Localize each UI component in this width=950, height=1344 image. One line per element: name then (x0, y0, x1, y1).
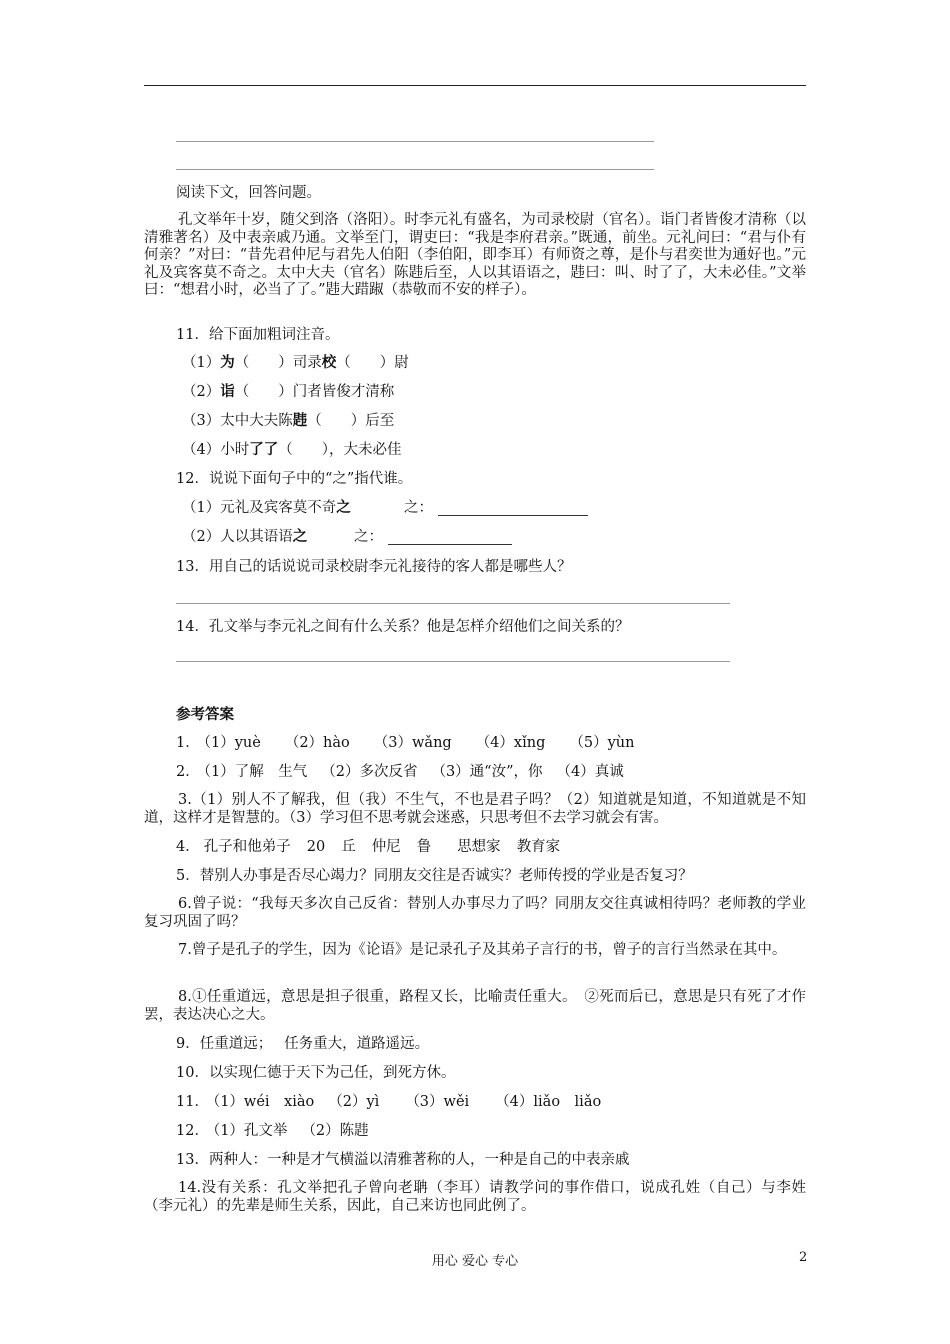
item-text: 人以其语语 (220, 529, 293, 545)
item-number: （1） (182, 355, 221, 371)
question-11-item-3 (182, 412, 394, 430)
answer-10: 10．以实现仁德于天下为己任，到死方休。 (176, 1065, 456, 1081)
answer-number: 11． (176, 1094, 209, 1110)
item-text: （ ）门者皆俊才清称 (234, 384, 395, 400)
item-text: （ ）后至 (307, 413, 395, 429)
fill-blank[interactable] (438, 515, 588, 516)
bold-word: 为 (220, 354, 235, 371)
answer-part: 鲁 (416, 839, 432, 855)
answer-part: 20 (306, 839, 326, 855)
bold-word: 校 (321, 354, 337, 371)
question-12-title: 12．说说下面句子中的“之”指代谁。 (176, 471, 413, 487)
item-text: （ ），大未必佳 (278, 442, 402, 458)
answer-number: 2． (176, 764, 200, 780)
page-number: 2 (799, 1250, 808, 1265)
answer-number: 12． (176, 1123, 209, 1139)
answer-part: （3）wǎng (373, 735, 452, 751)
answer-number: 4． (176, 839, 200, 855)
question-11-item-1 (182, 354, 409, 372)
item-text: （ ）司录 (234, 355, 322, 371)
answer-5: 5．替别人办事是否尽心竭力？同朋友交往是否诚实？老师传授的学业是否复习？ (176, 868, 693, 884)
answer-11 (176, 1093, 601, 1111)
answer-part: （1）了解 生气 (203, 764, 308, 780)
answer-part: 教育家 (516, 839, 561, 855)
answer-3: 3.（1）别人不了解我，但（我）不生气，不也是君子吗？（2）知道就是知道，不知道就是不知道，这样才是智慧的。（3）学习但不思考就会迷惑，只思考但不去学习就会有害。 (144, 792, 806, 826)
answer-part: 仲尼 (371, 839, 401, 855)
answer-9: 9．任重道远； 任务重大，道路遥远。 (176, 1036, 430, 1052)
question-13-title: 13．用自己的话说说司录校尉李元礼接待的客人都是哪些人？ (176, 559, 572, 575)
answer-part: （1）wéi xiào (212, 1094, 315, 1110)
answer-line (176, 141, 654, 142)
answer-part: （4）xǐng (475, 735, 546, 751)
question-11-title: 11．给下面加粗词注音。 (176, 327, 340, 343)
answer-1 (176, 734, 634, 752)
passage-text: 孔文举年十岁，随父到洛（洛阳）。时李元礼有盛名，为司录校尉（官名）。诣门者皆俊才清称（以清雅著名）及中表亲戚乃通。文举至门，谓吏曰：“我是李府君亲。”既通，前坐。元礼问曰：“君与仆有何亲？”对曰：“昔先君仲尼与君先人伯阳（李伯阳，即李耳）有师资之尊，是仆与君奕世为通好也。”元礼及宾客莫不奇之。太中大夫（官名）陈韪后至，人以其语语之，韪曰：叫、时了了，大未必佳。”文举曰：“想君小时，必当了了。”韪大踖踧（恭敬而不安的样子）。 (144, 212, 806, 298)
item-number: （1） (182, 500, 221, 516)
answer-line (176, 169, 654, 170)
answer-part: 思想家 (457, 839, 501, 855)
answer-8: 8.①任重道远，意思是担子很重，路程又长，比喻责任重大。 ②死而后已，意思是只有死了才作罢，表达决心之大。 (144, 989, 806, 1023)
answer-part: （5）yùn (569, 735, 635, 751)
answer-part: 丘 (341, 839, 356, 855)
bold-word: 之 (292, 528, 308, 545)
answer-part: （3）通“汝”，你 (431, 764, 543, 780)
item-text: 小时 (220, 442, 250, 458)
answer-part: （4）真诚 (556, 764, 624, 780)
bold-word: 诣 (220, 383, 235, 400)
answer-part: （2）陈韪 (301, 1123, 369, 1139)
answer-6: 6.曾子说：“我每天多次自己反省：替别人办事尽力了吗？同朋友交往真诚相待吗？老师教的学业复习巩固了吗？ (144, 896, 806, 930)
answer-part: （3）wěi (405, 1094, 470, 1110)
bold-word: 韪 (292, 412, 308, 429)
item-number: （2） (182, 529, 221, 545)
answer-line (176, 661, 730, 662)
item-number: （3） (182, 413, 221, 429)
answer-part: （1）yuè (203, 735, 261, 751)
answer-label: 之： (354, 529, 383, 545)
question-14-title: 14．孔文举与李元礼之间有什么关系？他是怎样介绍他们之间关系的？ (176, 619, 630, 635)
answer-13: 13．两种人：一种是才气横溢以清雅著称的人，一种是自己的中表亲戚 (176, 1152, 630, 1168)
answer-12 (176, 1122, 369, 1140)
item-text: 元礼及宾客莫不奇 (220, 500, 337, 516)
answer-part: （4）liǎo liǎo (495, 1094, 602, 1110)
header-rule (144, 85, 806, 86)
answer-part: （2）yì (328, 1094, 380, 1110)
answer-4 (176, 838, 560, 856)
question-11-item-4 (182, 441, 401, 459)
answers-heading: 参考答案 (176, 706, 234, 723)
item-text: （ ）尉 (336, 355, 409, 371)
bold-word: 了了 (249, 441, 279, 458)
passage-intro: 阅读下文，回答问题。 (176, 185, 321, 201)
answer-14: 14.没有关系：孔文举把孔子曾向老聃（李耳）请教学问的事作借口，说成孔姓（自己）与李姓（李元礼）的先辈是师生关系，因此，自己来访也同此例了。 (144, 1180, 806, 1214)
fill-blank[interactable] (388, 544, 512, 545)
item-number: （4） (182, 442, 221, 458)
answer-2 (176, 763, 624, 781)
answer-number: 1． (176, 735, 200, 751)
answer-label: 之： (404, 500, 433, 516)
item-text: 太中大夫陈 (220, 413, 293, 429)
answer-7: 7.曾子是孔子的学生，因为《论语》是记录孔子及其弟子言行的书，曾子的言行当然录在其中。 (178, 942, 787, 958)
bold-word: 之 (336, 499, 351, 516)
answer-part: 孔子和他弟子 (203, 839, 291, 855)
question-11-item-2 (182, 383, 394, 401)
answer-part: （2）多次反省 (321, 764, 418, 780)
answer-line (176, 603, 730, 604)
footer-slogan: 用心 爱心 专心 (431, 1254, 519, 1269)
question-12-item-1 (182, 499, 351, 517)
answer-part: （2）hào (284, 735, 350, 751)
answer-part: （1）孔文举 (212, 1123, 288, 1139)
question-12-item-2 (182, 528, 307, 546)
item-number: （2） (182, 384, 221, 400)
